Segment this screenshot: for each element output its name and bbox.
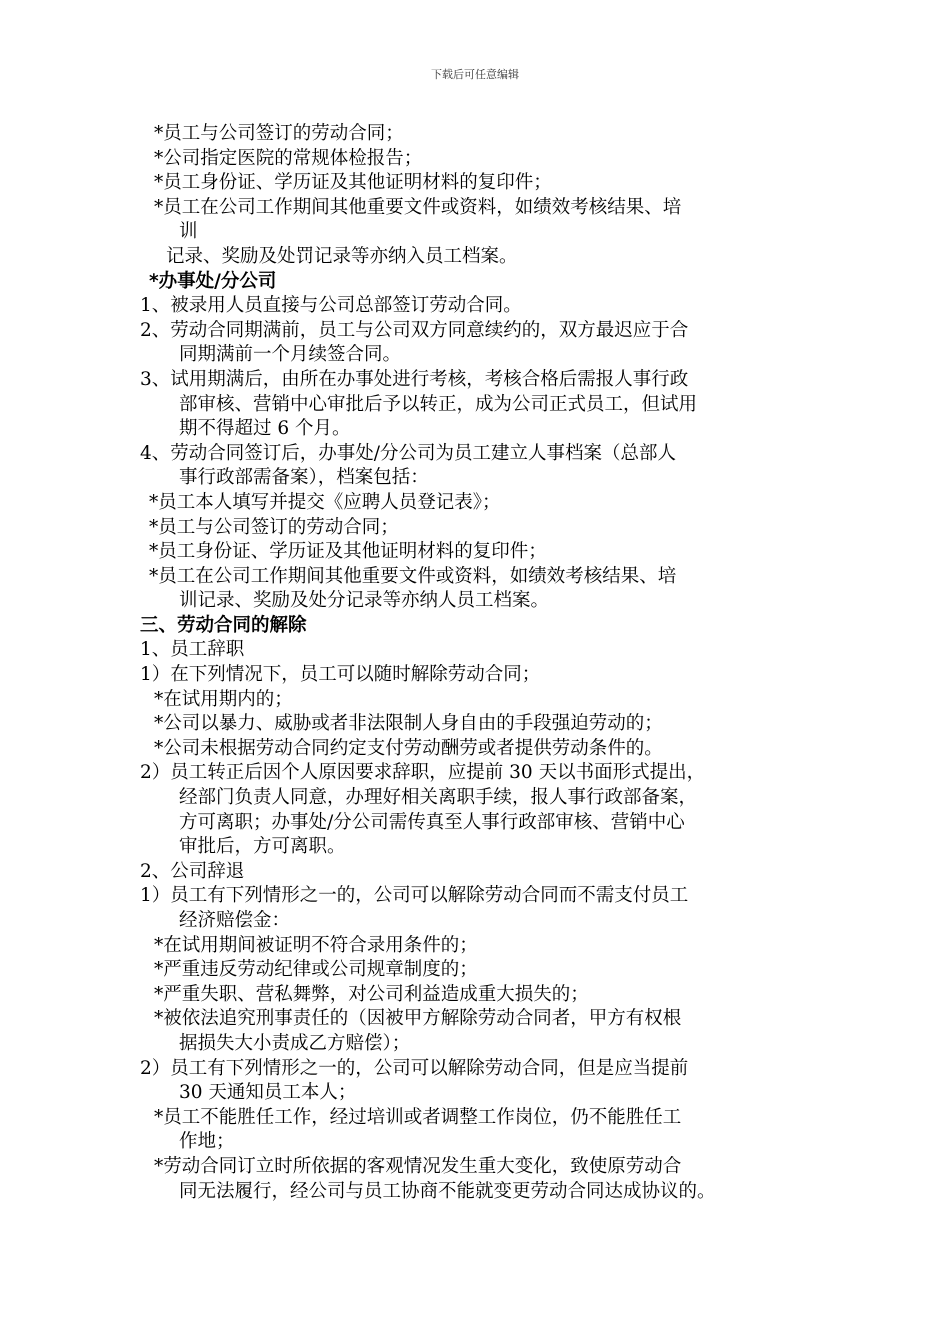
text-line: 事行政部需备案），档案包括： — [179, 467, 429, 489]
text-line: 30 天通知员工本人； — [179, 1082, 357, 1104]
text-line: 2、公司辞退 — [140, 860, 245, 882]
text-line: *员工不能胜任工作，经过培训或者调整工作岗位，仍不能胜任工 — [154, 1106, 682, 1128]
text-line: *在试用期内的； — [154, 688, 293, 710]
document-body — [140, 122, 830, 1204]
text-line: 记录、奖励及处罚记录等亦纳入员工档案。 — [166, 245, 518, 267]
text-line: 3、试用期满后，由所在办事处进行考核，考核合格后需报人事行政 — [140, 368, 689, 390]
text-line: *员工本人填写并提交《应聘人员登记表》； — [149, 491, 501, 513]
text-line: 1）在下列情况下，员工可以随时解除劳动合同； — [140, 664, 541, 686]
text-line: *严重失职、营私舞弊，对公司利益造成重大损失的； — [154, 983, 589, 1005]
text-line: 经济赔偿金： — [179, 910, 291, 931]
text-line: 据损失大小责成乙方赔偿）； — [179, 1032, 411, 1054]
text-line: 2）员工有下列情形之一的，公司可以解除劳动合同，但是应当提前 — [140, 1057, 689, 1079]
text-line: 同期满前一个月续签合同。 — [179, 344, 402, 366]
text-line: *公司以暴力、威胁或者非法限制人身自由的手段强迫劳动的； — [154, 713, 663, 735]
text-line: *员工身份证、学历证及其他证明材料的复印件； — [154, 172, 552, 194]
text-line: 方可离职；办事处/分公司需传真至人事行政部审核、营销中心 — [179, 811, 685, 833]
page-header: 下载后可任意编辑 — [431, 68, 519, 81]
text-line: 训 — [179, 221, 198, 243]
text-line: *员工身份证、学历证及其他证明材料的复印件； — [149, 541, 547, 563]
text-line: 1）员工有下列情形之一的，公司可以解除劳动合同而不需支付员工 — [140, 885, 689, 907]
text-line: 2）员工转正后因个人原因要求辞职，应提前 30 天以书面形式提出， — [140, 762, 706, 784]
text-line: 经部门负责人同意，办理好相关离职手续，报人事行政部备案， — [179, 787, 698, 809]
text-line: *严重违反劳动纪律或公司规章制度的； — [154, 959, 478, 981]
text-line: 1、员工辞职 — [140, 639, 245, 661]
text-line: 4、劳动合同签订后，办事处/分公司为员工建立人事档案（总部人 — [140, 442, 677, 464]
text-line: 部审核、营销中心审批后予以转正，成为公司正式员工，但试用 — [179, 393, 698, 415]
text-line: *被依法追究刑事责任的（因被甲方解除劳动合同者，甲方有权根 — [154, 1008, 682, 1030]
text-line: 作地； — [179, 1131, 235, 1153]
text-line: 训记录、奖励及处分记录等亦纳人员工档案。 — [179, 590, 550, 612]
text-line: *公司未根据劳动合同约定支付劳动酬劳或者提供劳动条件的。 — [154, 737, 663, 759]
text-line: *员工与公司签订的劳动合同； — [154, 123, 404, 144]
text-line: 审批后，方可离职。 — [179, 836, 346, 858]
text-line: *员工与公司签订的劳动合同； — [149, 516, 399, 538]
text-line: *劳动合同订立时所依据的客观情况发生重大变化，致使原劳动合 — [154, 1155, 682, 1177]
text-line: 2、劳动合同期满前，员工与公司双方同意续约的，双方最迟应于合 — [140, 319, 689, 341]
section-heading: 三、劳动合同的解除 — [140, 614, 307, 636]
section-heading: *办事处/分公司 — [149, 270, 277, 292]
text-line: 1、被录用人员直接与公司总部签订劳动合同。 — [140, 295, 522, 317]
text-line: *员工在公司工作期间其他重要文件或资料，如绩效考核结果、培 — [149, 565, 677, 587]
text-line: 同无法履行，经公司与员工协商不能就变更劳动合同达成协议的。 — [179, 1180, 716, 1202]
text-line: *员工在公司工作期间其他重要文件或资料，如绩效考核结果、培 — [154, 196, 682, 218]
text-line: *在试用期间被证明不符合录用条件的； — [154, 934, 478, 956]
text-line: 期不得超过 6 个月。 — [179, 418, 351, 440]
text-line: *公司指定医院的常规体检报告； — [154, 147, 423, 169]
